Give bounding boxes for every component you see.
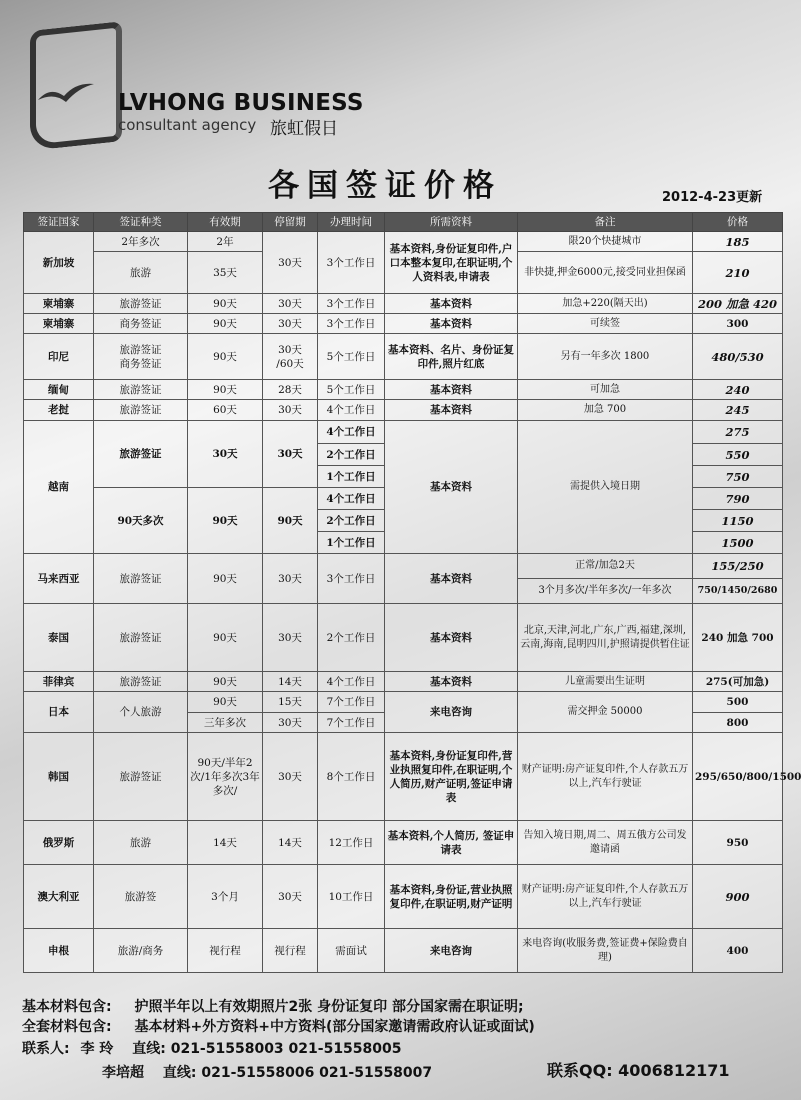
header-stay: 停留期 (263, 213, 318, 232)
time-cell: 1个工作日 (318, 466, 385, 488)
country-cell: 越南 (24, 421, 94, 554)
time-cell: 8个工作日 (318, 733, 385, 821)
table-row (24, 400, 783, 421)
price-cell: 240 (693, 380, 783, 400)
docs-cell: 基本资料 (385, 294, 518, 314)
stay-cell: 14天 (263, 672, 318, 692)
validity-cell: 90天 (188, 672, 263, 692)
validity-cell: 3个月 (188, 865, 263, 929)
visa-type-cell: 旅游/商务 (94, 929, 188, 973)
stay-cell: 14天 (263, 821, 318, 865)
country-cell: 新加坡 (24, 232, 94, 294)
stay-cell: 28天 (263, 380, 318, 400)
note-cell: 财产证明:房产证复印件,个人存款五万以上,汽车行驶证 (518, 865, 693, 929)
price-cell: 240 加急 700 (693, 604, 783, 672)
price-cell: 275(可加急) (693, 672, 783, 692)
contact-2-phone: 直线: 021-51558006 021-51558007 (162, 1065, 433, 1081)
docs-cell: 基本资料,身份证复印件,户口本整本复印,在职证明,个人资料表,申请表 (385, 232, 518, 294)
visa-type-cell (94, 334, 188, 380)
country-cell: 柬埔寨 (24, 314, 94, 334)
price-cell: 400 (693, 929, 783, 973)
docs-cell: 基本资料 (385, 554, 518, 604)
contact-line-1 (22, 1038, 402, 1058)
docs-cell: 基本资料,身份证复印件,营业执照复印件,在职证明,个人简历,财产证明,签证申请表 (385, 733, 518, 821)
time-cell: 10工作日 (318, 865, 385, 929)
validity-cell: 90天 (188, 294, 263, 314)
docs-cell: 基本资料 (385, 400, 518, 421)
country-cell: 澳大利亚 (24, 865, 94, 929)
validity-cell: 30天 (188, 421, 263, 488)
seagull-logo-icon (36, 70, 96, 110)
docs-cell: 基本资料 (385, 380, 518, 400)
time-cell: 1个工作日 (318, 532, 385, 554)
visa-type-cell: 旅游签证 (94, 554, 188, 604)
country-cell: 老挝 (24, 400, 94, 421)
validity-cell: 90天 (188, 334, 263, 380)
brand-name: LVHONG BUSINESS (118, 90, 364, 116)
stay-line: /60天 (276, 357, 304, 370)
stay-cell: 视行程 (263, 929, 318, 973)
validity-cell: 60天 (188, 400, 263, 421)
note-cell: 需提供入境日期 (518, 421, 693, 554)
validity-cell: 2年 (188, 232, 263, 252)
table-row (24, 314, 783, 334)
time-cell: 4个工作日 (318, 488, 385, 510)
docs-cell: 基本资料 (385, 604, 518, 672)
time-cell: 5个工作日 (318, 380, 385, 400)
docs-cell: 基本资料,个人简历, 签证申请表 (385, 821, 518, 865)
header-required-docs: 所需资料 (385, 213, 518, 232)
note-cell: 正常/加急2天 (518, 554, 693, 579)
visa-price-table (23, 212, 801, 973)
visa-type-cell: 旅游签证 (94, 421, 188, 488)
visa-type-cell: 2年多次 (94, 232, 188, 252)
validity-cell: 视行程 (188, 929, 263, 973)
visa-type-cell: 旅游签证 (94, 294, 188, 314)
country-cell: 马来西亚 (24, 554, 94, 604)
price-cell: 245 (693, 400, 783, 421)
time-cell: 4个工作日 (318, 400, 385, 421)
validity-cell: 90天 (188, 604, 263, 672)
price-cell: 1500 (693, 532, 783, 554)
price-cell: 200 加急 420 (693, 294, 783, 314)
visa-type-cell: 旅游签证 (94, 604, 188, 672)
stay-cell: 30天 (263, 314, 318, 334)
validity-cell: 90天 (188, 554, 263, 604)
time-cell: 4个工作日 (318, 672, 385, 692)
note-cell: 3个月多次/半年多次/一年多次 (518, 579, 693, 604)
price-cell: 790 (693, 488, 783, 510)
visa-type-cell: 旅游 (94, 252, 188, 294)
visa-type-cell: 旅游签证 (94, 380, 188, 400)
stay-cell: 30天 (263, 865, 318, 929)
country-cell: 泰国 (24, 604, 94, 672)
basic-materials-text: 护照半年以上有效期照片2张 身份证复印 部分国家需在职证明; (134, 999, 524, 1015)
price-cell: 275 (693, 421, 783, 444)
header-price: 价格 (693, 213, 783, 232)
stay-cell: 30天 (263, 604, 318, 672)
stay-cell: 90天 (263, 488, 318, 554)
country-cell: 申根 (24, 929, 94, 973)
price-cell: 800 (693, 713, 783, 733)
header-validity: 有效期 (188, 213, 263, 232)
validity-cell: 90天/半年2次/1年多次3年多次/ (188, 733, 263, 821)
visa-type-cell: 旅游 (94, 821, 188, 865)
visa-type-line: 旅游签证 (119, 343, 162, 356)
docs-cell: 基本资料,身份证,营业执照复印件,在职证明,财产证明 (385, 865, 518, 929)
time-cell: 需面试 (318, 929, 385, 973)
stay-cell: 30天 (263, 713, 318, 733)
stay-line: 30天 (278, 343, 302, 356)
docs-cell: 来电咨询 (385, 929, 518, 973)
header-country: 签证国家 (24, 213, 94, 232)
visa-type-cell: 旅游签证 (94, 733, 188, 821)
visa-type-cell: 旅游签 (94, 865, 188, 929)
contact-label: 联系人: (22, 1041, 70, 1057)
validity-cell: 90天 (188, 692, 263, 713)
stay-cell: 30天 (263, 400, 318, 421)
visa-type-cell: 旅游签证 (94, 400, 188, 421)
price-cell: 210 (693, 252, 783, 294)
header-visa-type: 签证种类 (94, 213, 188, 232)
table-row (24, 672, 783, 692)
price-cell: 185 (693, 232, 783, 252)
table-row (24, 865, 783, 929)
time-cell: 3个工作日 (318, 554, 385, 604)
note-cell: 加急 700 (518, 400, 693, 421)
brand-subtitle: consultant agency (118, 116, 257, 134)
docs-cell: 基本资料 (385, 421, 518, 554)
note-cell: 可加急 (518, 380, 693, 400)
stay-cell: 30天 (263, 554, 318, 604)
price-cell: 750 (693, 466, 783, 488)
table-row (24, 692, 783, 713)
table-row (24, 554, 783, 579)
visa-type-cell: 旅游签证 (94, 672, 188, 692)
header-processing-time: 办理时间 (318, 213, 385, 232)
contact-1-name: 李 玲 (80, 1041, 114, 1057)
country-cell: 印尼 (24, 334, 94, 380)
stay-cell: 30天 (263, 733, 318, 821)
note-cell: 财产证明:房产证复印件,个人存款五万以上,汽车行驶证 (518, 733, 693, 821)
time-cell: 7个工作日 (318, 713, 385, 733)
header (0, 0, 800, 212)
time-cell: 3个工作日 (318, 232, 385, 294)
table-row (24, 232, 783, 252)
note-cell: 限20个快捷城市 (518, 232, 693, 252)
basic-materials-label: 基本材料包含: (22, 999, 112, 1015)
country-cell: 日本 (24, 692, 94, 733)
contact-2-name: 李培超 (102, 1065, 144, 1081)
time-cell: 2个工作日 (318, 444, 385, 466)
table-row (24, 380, 783, 400)
stay-cell (263, 334, 318, 380)
country-cell: 菲律宾 (24, 672, 94, 692)
price-cell: 300 (693, 314, 783, 334)
time-cell: 12工作日 (318, 821, 385, 865)
note-cell: 来电咨询(收服务费,签证费+保险费自理) (518, 929, 693, 973)
contact-qq: 联系QQ: 4006812171 (547, 1061, 730, 1080)
validity-cell: 90天 (188, 314, 263, 334)
price-cell: 500 (693, 692, 783, 713)
note-cell: 另有一年多次 1800 (518, 334, 693, 380)
docs-cell: 基本资料、名片、身份证复印件,照片红底 (385, 334, 518, 380)
country-cell: 俄罗斯 (24, 821, 94, 865)
table-row (24, 821, 783, 865)
full-materials-label: 全套材料包含: (22, 1019, 112, 1035)
contact-1-phone: 直线: 021-51558003 021-51558005 (132, 1041, 402, 1057)
note-cell: 儿童需要出生证明 (518, 672, 693, 692)
price-cell: 1150 (693, 510, 783, 532)
visa-type-line: 商务签证 (119, 357, 162, 370)
table-row (24, 733, 783, 821)
table-row (24, 294, 783, 314)
docs-cell: 来电咨询 (385, 692, 518, 733)
time-cell: 2个工作日 (318, 604, 385, 672)
validity-cell: 90天 (188, 380, 263, 400)
stay-cell: 30天 (263, 421, 318, 488)
price-cell: 155/250 (693, 554, 783, 579)
validity-cell: 90天 (188, 488, 263, 554)
note-cell: 非快捷,押金6000元,接受同业担保函 (518, 252, 693, 294)
time-cell: 3个工作日 (318, 294, 385, 314)
full-materials-line (22, 1016, 535, 1036)
stay-cell: 30天 (263, 232, 318, 294)
validity-cell: 14天 (188, 821, 263, 865)
price-cell: 950 (693, 821, 783, 865)
price-cell: 550 (693, 444, 783, 466)
stay-cell: 30天 (263, 294, 318, 314)
visa-type-cell: 个人旅游 (94, 692, 188, 733)
note-cell: 北京,天津,河北,广东,广西,福建,深圳,云南,海南,昆明四川,护照请提供暂住证 (518, 604, 693, 672)
visa-type-cell: 90天多次 (94, 488, 188, 554)
validity-cell: 三年多次 (188, 713, 263, 733)
price-cell: 295/650/800/1500 (693, 733, 783, 821)
header-notes: 备注 (518, 213, 693, 232)
visa-type-cell: 商务签证 (94, 314, 188, 334)
time-cell: 7个工作日 (318, 692, 385, 713)
validity-cell: 35天 (188, 252, 263, 294)
basic-materials-line (22, 996, 524, 1016)
docs-cell: 基本资料 (385, 672, 518, 692)
time-cell: 4个工作日 (318, 421, 385, 444)
contact-line-2 (102, 1062, 432, 1082)
country-cell: 柬埔寨 (24, 294, 94, 314)
note-cell: 可续签 (518, 314, 693, 334)
note-cell: 告知入境日期,周二、周五俄方公司发邀请函 (518, 821, 693, 865)
country-cell: 缅甸 (24, 380, 94, 400)
price-cell: 480/530 (693, 334, 783, 380)
table-row (24, 929, 783, 973)
docs-cell: 基本资料 (385, 314, 518, 334)
time-cell: 2个工作日 (318, 510, 385, 532)
update-date: 2012-4-23更新 (662, 190, 763, 205)
country-cell: 韩国 (24, 733, 94, 821)
price-cell: 750/1450/2680 (693, 579, 783, 604)
note-cell: 需交押金 50000 (518, 692, 693, 733)
stay-cell: 15天 (263, 692, 318, 713)
note-cell: 加急+220(隔天出) (518, 294, 693, 314)
page-title: 各国签证价格 (268, 168, 502, 204)
full-materials-text: 基本材料+外方资料+中方资料(部分国家邀请需政府认证或面试) (134, 1019, 535, 1035)
table-row (24, 604, 783, 672)
brand-chinese-name: 旅虹假日 (270, 119, 338, 139)
time-cell: 3个工作日 (318, 314, 385, 334)
price-cell: 900 (693, 865, 783, 929)
time-cell: 5个工作日 (318, 334, 385, 380)
table-row (24, 421, 783, 444)
table-row (24, 334, 783, 380)
table-header-row (24, 213, 783, 232)
